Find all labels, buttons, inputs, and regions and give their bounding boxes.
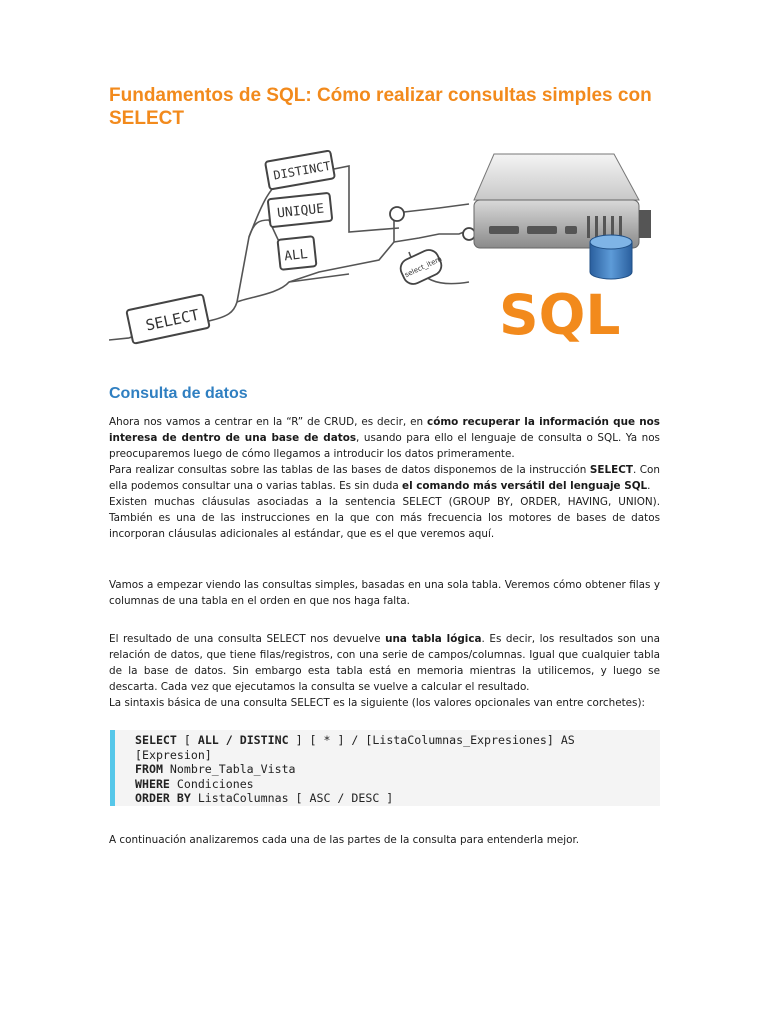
railroad-unique-box (268, 193, 333, 227)
database-icon (590, 235, 632, 279)
railroad-select-box (126, 294, 209, 343)
paragraph-1: Ahora nos vamos a centrar en la “R” de CRUD, es decir, en cómo recuperar la información que nos interesa de dentro de una base de datos, usando para ello el lenguaje de consulta o SQL. Ya nos preocuparemos luego de cómo llegamos a introducir los datos primeramente. (109, 416, 660, 460)
railroad-all-label: ALL (283, 246, 309, 265)
railroad-node-circle (390, 207, 404, 221)
code-line: SELECT [ ALL / DISTINC ] [ * ] / [ListaColumnas_Expresiones] AS (135, 733, 575, 747)
railroad-unique-label: UNIQUE (276, 201, 325, 222)
hero-illustration (109, 142, 660, 347)
sql-logo-text: SQL (499, 283, 621, 347)
paragraph-6: La sintaxis básica de una consulta SELECT es la siguiente (los valores opcionales van entre corchetes): (109, 697, 646, 709)
section-heading: Consulta de datos (109, 385, 248, 402)
intro-paragraphs (109, 414, 660, 542)
paragraph-7: A continuación analizaremos cada una de las partes de la consulta para entenderla mejor. (109, 834, 580, 846)
code-line: WHERE Condiciones (135, 776, 254, 791)
page-title: Fundamentos de SQL: Cómo realizar consultas simples con SELECT (109, 85, 652, 129)
railroad-select-item-box (397, 247, 444, 287)
code-line: FROM Nombre_Tabla_Vista (135, 762, 296, 777)
paragraph-2: Para realizar consultas sobre las tablas de las bases de datos disponemos de la instrucción SELECT. Con ella podemos consultar una o varias tablas. Es sin duda el comando más versátil del lenguaje SQL. (109, 464, 660, 492)
code-line: ORDER BY ListaColumnas [ ASC / DESC ] (135, 791, 394, 806)
railroad-select-label: SELECT (144, 305, 201, 335)
railroad-distinct-label: DISTINCT (272, 158, 332, 183)
code-line: [Expresion] (135, 747, 212, 762)
railroad-node-circle (463, 228, 475, 240)
server-icon (474, 154, 651, 248)
railroad-distinct-box (265, 150, 335, 189)
result-paragraphs (109, 631, 660, 711)
sql-syntax-code-block (110, 730, 660, 806)
railroad-all-box (278, 236, 317, 270)
railroad-select-item-label: select_item (403, 254, 444, 280)
paragraph-5: El resultado de una consulta SELECT nos devuelve una tabla lógica. Es decir, los resultados son una relación de datos, que tiene filas/registros, con una serie de campos/columnas. Igual que cualquier tabla de la base de datos. Sin embargo esta tabla está en memoria mientras la utilicemos, y luego se descarta. Cada vez que ejecutamos la consulta se vuelve a calcular el resultado. (109, 633, 660, 693)
paragraph-3: Existen muchas cláusulas asociadas a la sentencia SELECT (GROUP BY, ORDER, HAVING, UNION). También es una de las instrucciones en la que con más frecuencia los motores de bases de datos incorporan cláusulas adicionales al estándar, que es el que veremos aquí. (109, 496, 660, 540)
paragraph-4: Vamos a empezar viendo las consultas simples, basadas en una sola tabla. Veremos cómo obtener filas y columnas de una tabla en el orden en que nos haga falta. (109, 579, 660, 607)
